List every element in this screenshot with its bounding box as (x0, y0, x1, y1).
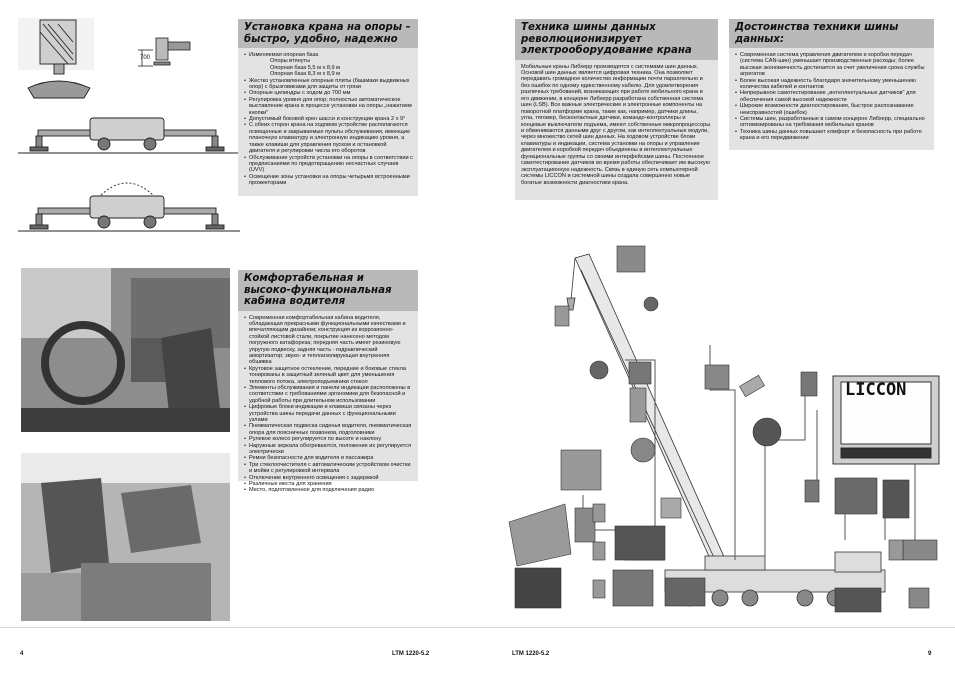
outrigger-stroke-dimension: 700 (140, 55, 151, 61)
footer-rule (0, 627, 955, 628)
list-item: • Пневматическая подвеска сиденья водителя, пневматическая опора для поясничных позвонков, подголовники (244, 423, 413, 436)
list-item: • Различные места для хранения (244, 481, 413, 487)
databus-heading: Техника шины данных революционизирует электрооборудование крана (515, 19, 718, 60)
list-item: • Непрерывное самотестирование „интеллектуальных датчиков" для обеспечения самой высокой надежности (735, 90, 929, 103)
left-model-name: LTM 1220-5.2 (392, 651, 430, 657)
list-item: • Опорные цилиндры с ходом до 700 мм (244, 90, 413, 96)
list-item: • Современная система управления двигателем и коробки передач (система CAN-шин) уменьшает производственные расходы; более высокая экономичность достигается за счет увеличения срока службы агрегатов (735, 52, 929, 78)
list-item: • Изменяемая опорная база (244, 52, 413, 58)
cabin-seats-photo (21, 453, 230, 621)
cabin-feature-list (238, 311, 418, 498)
list-item: • Место, подготовленное для подключения радио (244, 487, 413, 493)
outrigger-panel (238, 19, 418, 196)
advantages-list (729, 48, 934, 146)
list-item: • Регулировка уровня для опор; полностью автоматическое выставление крана в процессе установки на опоры „нажатием кнопки" (244, 97, 413, 116)
list-item: • Отключение внутреннего освещения с задержкой (244, 475, 413, 481)
list-item: • Широкие возможности диагностирования, быстрое распознавание неисправностей (ошибок) (735, 103, 929, 116)
list-item: • Более высокая надежность благодаря значительному уменьшению количества кабелей и контактов (735, 78, 929, 91)
cabin-dashboard-photo (21, 268, 230, 432)
list-item: • Рулевое колесо регулируется по высоте и наклону (244, 436, 413, 442)
liccon-monitor-label: LICCON (845, 380, 907, 400)
databus-body-text: Мобильные краны Либхерр производятся с системами шин данных. Основой шин данных является цифровая техника. Она позволяет передавать громадное количество информации почти параллельно и без ошибок по одному единственному кабелю. Для удовлетворения различных требований, возникающих при работе мобильного крана и его движении, в концерне Либхерр разработана собственная система шин (LSB). Все важные электрические и электронные компоненты на поворотной платформе крана, такие как, например, датчики длины, угла, тягомер, бесконтактные датчики, командо-контроллеры и концевые выключатели подъема, имеют собственные микропроцессоры и обмениваются данными друг с другом, как интеллектуальные модули, через множество сетей шин данных. На ходовом устройстве блоки клавиатуры и индикации, система установки на опоры и управление двигателем и коробкой передач объединены в интеллектуальные функциональные группы со своими интерфейсами шины. Постоянное самотестирование датчиков во время работы обеспечивает им высокую эксплуатационную надежность. Связь в единую сеть компьютерной системы LICCON и системной шины создала совершенно новые богатые возможности диагностики крана. (521, 63, 711, 186)
list-item: • Освещение зоны установки на опоры четырьмя встроенными прожекторами (244, 174, 413, 187)
list-item: Опорная база 8,3 м x 8,9 м (270, 71, 340, 78)
advantages-panel (729, 19, 934, 150)
list-item: • Крутовое защитное остекление, передние и боковые стекла тонированы в защитный зеленый цвет для уменьшения теплового потока, электроподъемники стекол (244, 366, 413, 385)
crane-databus-diagram (505, 240, 945, 625)
list-item: Опорная база 5,5 м x 8,9 м (270, 64, 340, 71)
list-item: Опоры втянуты (270, 58, 311, 65)
outrigger-heading: Установка крана на опоры – быстро, удобно, надежно (238, 19, 418, 48)
list-item: • Техника шины данных повышает комфорт и безопасность при работе крана и его передвижении (735, 129, 929, 142)
databus-panel (515, 19, 718, 200)
right-model-name: LTM 1220-5.2 (512, 651, 550, 657)
cabin-panel (238, 270, 418, 494)
left-page-number: 4 (20, 651, 24, 657)
list-item: • С обеих сторон крана на ходовом устройстве располагаются освещенные и закрываемые пульты обслуживания, имеющие планочную клавиатуру и электронную индикацию уровня, а также клавиши для управления пуском и остановкой двигателя и регулировки числа его оборотов (244, 122, 413, 154)
list-item: • Ремни безопасности для водителя и пассажира (244, 455, 413, 461)
list-item: • Обслуживание устройств установки на опоры в соответствии с предписаниями по предотвращению несчастных случаев (UVV) (244, 155, 413, 174)
list-item: • Допустимый боковой крен шасси и конструкции крана 2 x 9° (244, 116, 413, 122)
advantages-heading: Достоинства техники шины данных: (729, 19, 934, 48)
list-item: • Жестко установленные опорные плиты (башмаки выдвижных опор) с брызговиками для защиты от грязи (244, 78, 413, 91)
list-item: • Элементы обслуживания и панели индикации расположены в соответствии с требованиями эргономики для безопасной и удобной работы при длительном использовании (244, 385, 413, 404)
right-page-number: 9 (928, 651, 932, 657)
list-item: • Современная комфортабельная кабина водителя, обладающая прекрасными функциональными качествами и впечатляющим дизайном; конструкция из коррозионно-стойкой листовой стали, покрытие нанесено методом погружного катафореза; передняя часть имеет резиновую упругую подвеску, задняя часть - гидравлический амортизатор; звуко- и теплоизолирующая внутренняя обшивка (244, 315, 413, 366)
list-item: • Цифровые блоки индикации и клавиши связаны через устройства шины передачи данных с функциональными узлами (244, 404, 413, 423)
outrigger-jack-drawing (18, 18, 240, 240)
outrigger-feature-list (238, 48, 418, 191)
cabin-heading: Комфортабельная и высоко-функциональная кабина водителя (238, 270, 418, 311)
list-item: • Системы шин, разработанные в самом концерне Либхерр, специально оптимизированы на требования мобильных кранов (735, 116, 929, 129)
list-item: • Наружные зеркала обогреваются, положение их регулируется электрически (244, 443, 413, 456)
list-item: • Три стеклоочистителя с автоматическим устройством очистки и мойки с регулировкой интервала (244, 462, 413, 475)
